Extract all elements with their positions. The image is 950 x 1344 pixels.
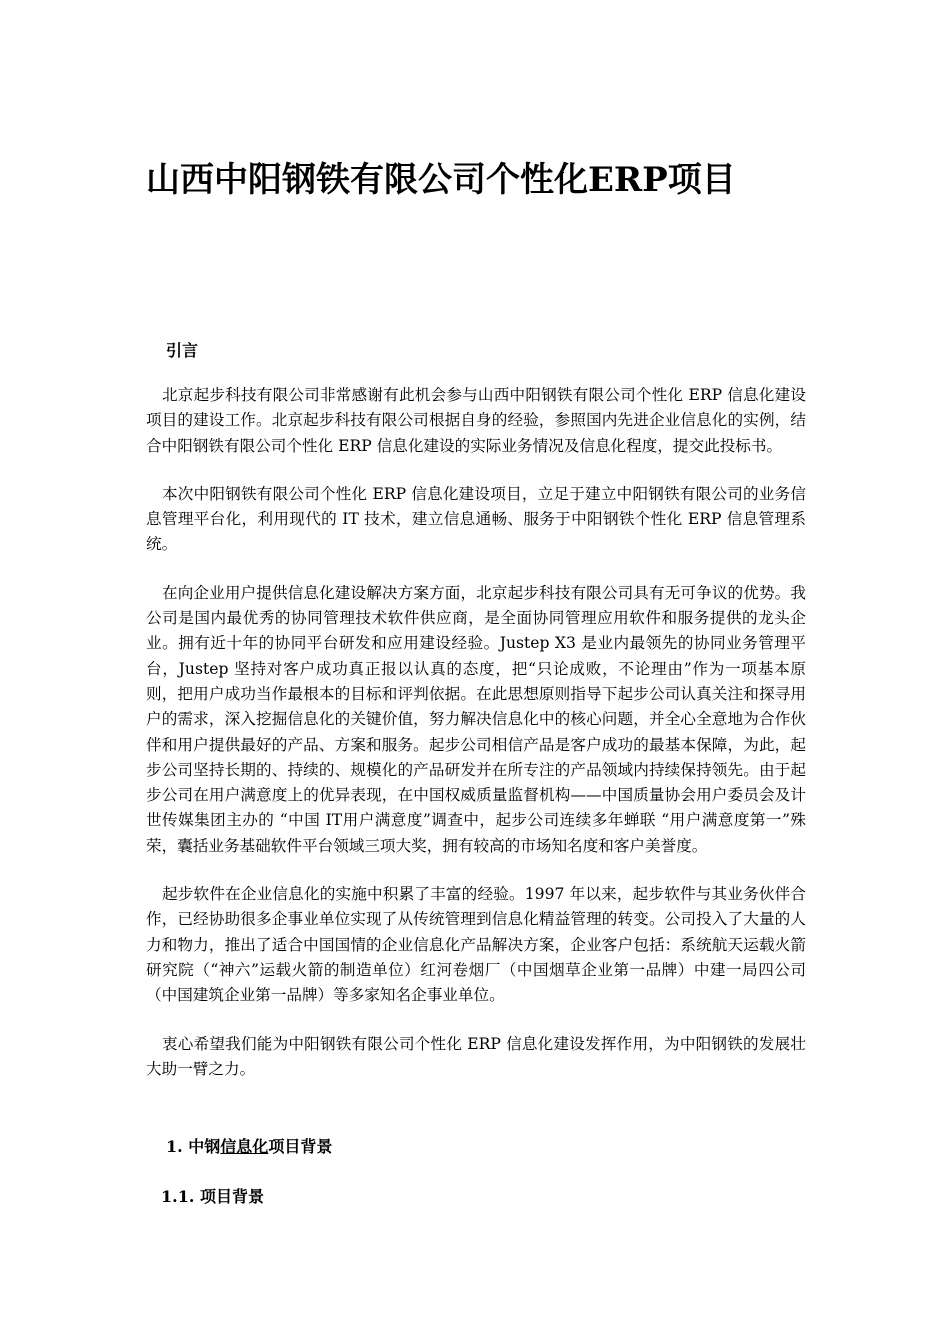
document-title: 山西中阳钢铁有限公司个性化ERP项目 [146, 160, 736, 200]
section-heading-underlined: 信息化 [220, 1137, 269, 1156]
section-heading-1-1: 1.1. 项目背景 [161, 1187, 264, 1206]
section-heading-1 [166, 1134, 332, 1160]
paragraph: 在向企业用户提供信息化建设解决方案方面，北京起步科技有限公司具有无可争议的优势。我公司是国内最优秀的协同管理技术软件供应商，是全面协同管理应用软件和服务提供的龙头企业。拥有近十年的协同平台研发和应用建设经验。Justep X3 是业内最领先的协同业务管理平台，Justep 坚持对客户成功真正报以认真的态度，把“只论成败，不论理由”作为一项基本原则，把用户成功当作最根本的目标和评判依据。在此思想原则指导下起步公司认真关注和探寻用户的需求，深入挖掘信息化的关键价值，努力解决信息化中的核心问题，并全心全意地为合作伙伴和用户提供最好的产品、方案和服务。起步公司相信产品是客户成功的最基本保障，为此，起步公司坚持长期的、持续的、规模化的产品研发并在所专注的产品领域内持续保持领先。由于起步公司在用户满意度上的优异表现，在中国权威质量监督机构——中国质量协会用户委员会及计世传媒集团主办的 “中国 IT用户满意度”调查中，起步公司连续多年蝉联 “用户满意度第一”殊荣，囊括业务基础软件平台领域三项大奖，拥有较高的市场知名度和客户美誉度。 [146, 583, 806, 855]
section-number: 1. [166, 1137, 183, 1156]
paragraph: 起步软件在企业信息化的实施中积累了丰富的经验。1997 年以来，起步软件与其业务伙伴合作，已经协助很多企事业单位实现了从传统管理到信息化精益管理的转变。公司投入了大量的人力和物力，推出了适合中国国情的企业信息化产品解决方案，企业客户包括：系统航天运载火箭研究院（“神六”运载火箭的制造单位）红河卷烟厂（中国烟草企业第一品牌）中建一局四公司（中国建筑企业第一品牌）等多家知名企事业单位。 [146, 885, 806, 1005]
paragraph: 北京起步科技有限公司非常感谢有此机会参与山西中阳钢铁有限公司个性化 ERP 信息化建设项目的建设工作。北京起步科技有限公司根据自身的经验，参照国内先进企业信息化的实例，结合中阳钢铁有限公司个性化 ERP 信息化建设的实际业务情况及信息化程度，提交此投标书。 [146, 386, 806, 455]
paragraph: 本次中阳钢铁有限公司个性化 ERP 信息化建设项目，立足于建立中阳钢铁有限公司的业务信息管理平台化，利用现代的 IT 技术，建立信息通畅、服务于中阳钢铁个性化 ERP 信息管理系统。 [146, 484, 806, 554]
document-body [146, 383, 806, 1082]
section-heading-prefix: 中钢 [188, 1137, 221, 1156]
paragraph: 衷心希望我们能为中阳钢铁有限公司个性化 ERP 信息化建设发挥作用，为中阳钢铁的发展壮大助一臂之力。 [146, 1034, 806, 1078]
section-heading-suffix: 项目背景 [268, 1137, 333, 1156]
intro-heading: 引言 [166, 341, 199, 360]
